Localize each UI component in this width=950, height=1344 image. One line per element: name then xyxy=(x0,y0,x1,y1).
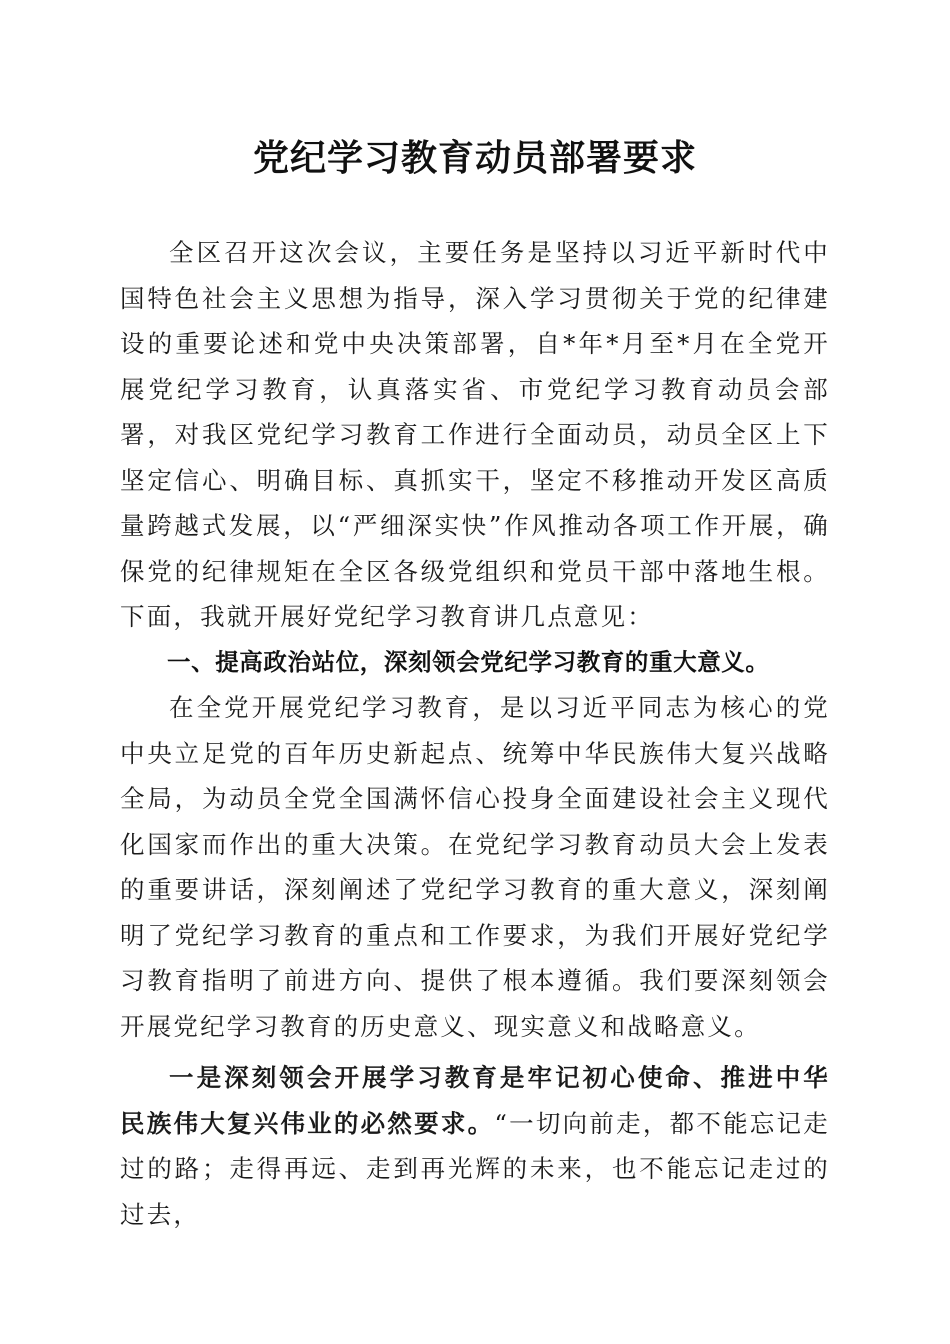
section-paragraph: 在全党开展党纪学习教育，是以习近平同志为核心的党中央立足党的百年历史新起点、统筹中华民族伟大复兴战略全局，为动员全党全国满怀信心投身全面建设社会主义现代化国家而作出的重大决策。在党纪学习教育动员大会上发表的重要讲话，深刻阐述了党纪学习教育的重大意义，深刻阐明了党纪学习教育的重点和工作要求，为我们开展好党纪学习教育指明了前进方向、提供了根本遵循。我们要深刻领会开展党纪学习教育的历史意义、现实意义和战略意义。 xyxy=(120,693,830,1041)
document-body xyxy=(120,230,830,1237)
point-paragraph xyxy=(120,1055,830,1237)
point-body-text: “一切向前走，都不能忘记走过的路；走得再远、走到再光辉的未来，也不能忘记走过的过去， xyxy=(120,1108,830,1229)
intro-paragraph: 全区召开这次会议，主要任务是坚持以习近平新时代中国特色社会主义思想为指导，深入学习贯彻关于党的纪律建设的重要论述和党中央决策部署，自*年*月至*月在全党开展党纪学习教育，认真落实省、市党纪学习教育动员会部署，对我区党纪学习教育工作进行全面动员，动员全区上下坚定信心、明确目标、真抓实干，坚定不移推动开发区高质量跨越式发展，以“严细深实快”作风推动各项工作开展，确保党的纪律规矩在全区各级党组织和党员干部中落地生根。下面，我就开展好党纪学习教育讲几点意见： xyxy=(120,238,830,631)
document-title: 党纪学习教育动员部署要求 xyxy=(252,137,697,179)
section-heading: 一、提高政治站位，深刻领会党纪学习教育的重大意义。 xyxy=(167,647,770,676)
point-lead-text: 一是深刻领会开展学习教育是牢记初心使命、推进中华民族伟大复兴伟业的必然要求。 xyxy=(120,1063,830,1138)
